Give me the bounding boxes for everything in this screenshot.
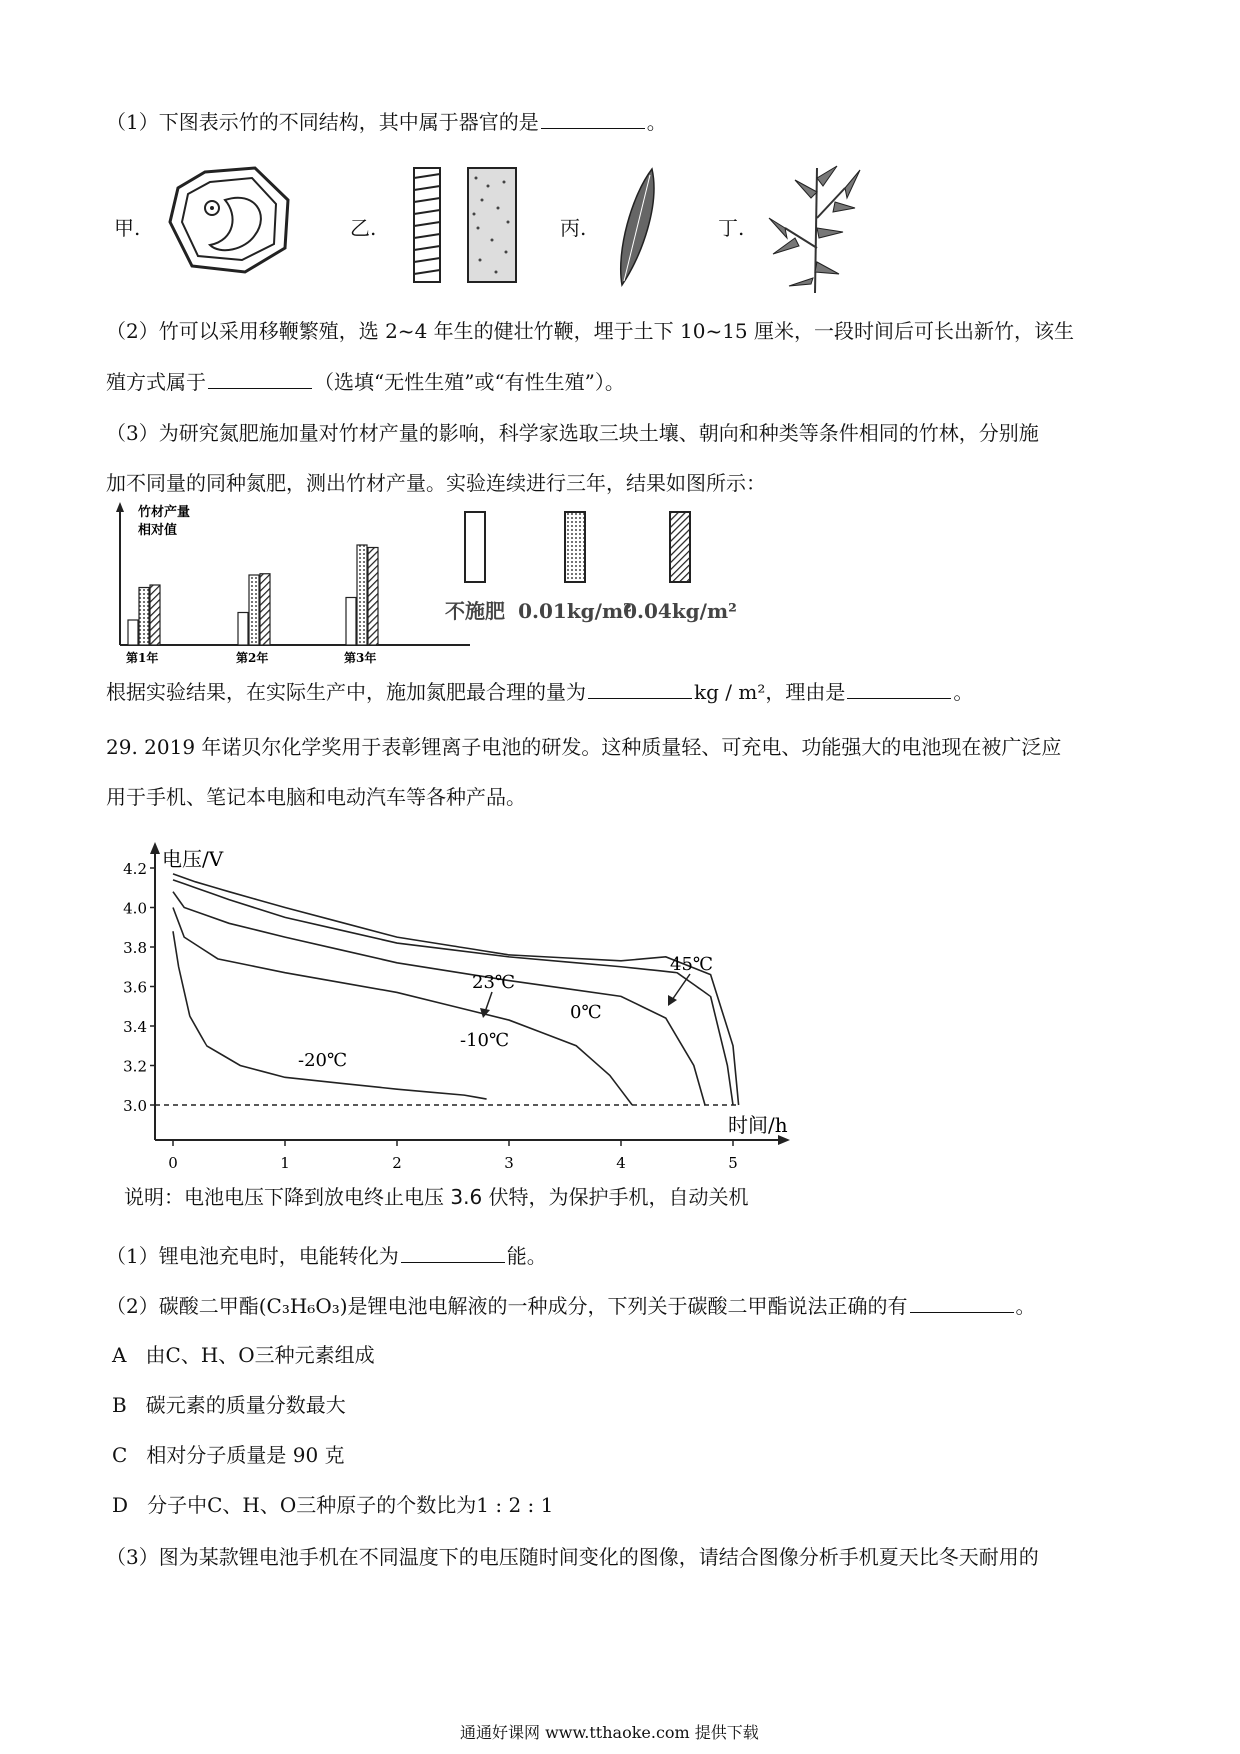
answer-blank[interactable] <box>910 1292 1014 1313</box>
option-letter: D <box>112 1493 129 1517</box>
q1-text <box>106 108 667 135</box>
answer-blank[interactable] <box>208 368 312 389</box>
q29-s2 <box>106 1292 1036 1319</box>
q3-unit: kg / m² <box>694 680 766 704</box>
legend-swatch <box>670 512 690 582</box>
series-line <box>173 892 705 1105</box>
answer-blank[interactable] <box>401 1242 505 1263</box>
series-line <box>173 880 733 1105</box>
q29-line1: 29. 2019 年诺贝尔化学奖用于表彰锂离子电池的研发。这种质量轻、可充电、功能强大的电池现在被广泛应 <box>106 735 1062 759</box>
bar-2-3 <box>260 574 270 645</box>
series-label: -10℃ <box>460 1030 510 1051</box>
bar-2-1 <box>238 613 248 646</box>
option-text: 相对分子质量是 90 克 <box>146 1443 345 1467</box>
bar-category-label: 第2年 <box>236 651 269 665</box>
q2-suffix: （选填“无性生殖”或“有性生殖”）。 <box>314 370 625 394</box>
q3-line1: （3）为研究氮肥施加量对竹材产量的影响，科学家选取三块土壤、朝向和种类等条件相同的竹林，分别施 <box>106 421 1039 445</box>
label-ding: 丁. <box>718 216 745 240</box>
series-label: 23℃ <box>472 972 516 993</box>
legend-label: 不施肥 <box>445 599 505 623</box>
bar-1-2 <box>139 588 149 646</box>
legend-swatch <box>465 512 485 582</box>
x-tick-label: 5 <box>728 1154 738 1172</box>
bar-1-3 <box>150 585 160 645</box>
x-tick-label: 1 <box>280 1154 290 1172</box>
y-tick-label: 3.8 <box>123 939 147 957</box>
y-tick-label: 4.0 <box>123 899 147 918</box>
s2-suffix: 。 <box>1015 1294 1036 1318</box>
series-label: -20℃ <box>298 1050 348 1071</box>
bar-ylabel-1: 竹材产量 <box>138 505 191 520</box>
option-letter: C <box>112 1443 128 1467</box>
y-tick-label: 3.0 <box>123 1097 147 1115</box>
voltage-chart <box>100 840 800 1180</box>
chart-note: 说明：电池电压下降到放电终止电压 3.6 伏特，为保护手机，自动关机 <box>124 1185 749 1209</box>
q3-answer-suffix: 。 <box>953 680 974 704</box>
x-tick-label: 0 <box>168 1154 178 1172</box>
option-a[interactable] <box>112 1342 375 1368</box>
answer-blank[interactable] <box>588 678 692 699</box>
x-tick-label: 4 <box>616 1154 626 1172</box>
legend-label: 0.04kg/m² <box>623 599 737 623</box>
bar-1-1 <box>128 620 138 645</box>
cell-illustration <box>160 160 300 280</box>
option-text: 由C、H、O三种元素组成 <box>145 1343 375 1367</box>
q1-prefix: （1）下图表示竹的不同结构，其中属于器官的是 <box>106 110 539 134</box>
label-bing: 丙. <box>560 216 587 240</box>
leaf-illustration <box>612 165 662 290</box>
option-text: 分子中C、H、O三种原子的个数比为1 : 2 : 1 <box>147 1493 554 1517</box>
legend-label: 0.01kg/m² <box>518 599 632 623</box>
s2-prefix: （2）碳酸二甲酯 <box>106 1294 259 1318</box>
legend-swatch <box>565 512 585 582</box>
bar-ylabel-2: 相对值 <box>138 523 178 538</box>
series-label: 0℃ <box>570 1002 602 1023</box>
answer-blank[interactable] <box>541 108 645 129</box>
line-xlabel: 时间/h <box>728 1113 788 1137</box>
q2-line1: （2）竹可以采用移鞭繁殖，选 2~4 年生的健壮竹鞭，埋于土下 10~15 厘米，一段时间后可长出新竹，该生 <box>106 319 1075 343</box>
bar-chart <box>110 500 870 665</box>
option-d[interactable] <box>112 1492 553 1518</box>
series-label: 45℃ <box>670 954 714 975</box>
label-jia: 甲. <box>114 216 141 240</box>
bar-3-3 <box>368 548 378 646</box>
q2-prefix: 殖方式属于 <box>106 370 206 394</box>
bamboo-plant-illustration <box>765 158 865 298</box>
x-tick-label: 2 <box>392 1154 402 1172</box>
y-tick-label: 3.6 <box>123 978 147 997</box>
y-tick-label: 3.4 <box>123 1018 147 1036</box>
s1-suffix: 能。 <box>506 1244 547 1268</box>
y-tick-label: 4.2 <box>123 860 147 878</box>
y-tick-label: 3.2 <box>123 1057 147 1076</box>
chemical-formula: (C₃H₆O₃) <box>258 1294 348 1318</box>
q29-line2: 用于手机、笔记本电脑和电动汽车等各种产品。 <box>106 785 526 809</box>
bar-3-1 <box>346 598 356 646</box>
option-letter: B <box>112 1393 127 1417</box>
bar-2-2 <box>249 575 259 645</box>
footer-text: 通通好课网 www.tthaoke.com 提供下载 <box>460 1723 759 1742</box>
s2-mid: 是锂电池电解液的一种成分，下列关于碳酸二甲酯说法正确的有 <box>347 1294 908 1318</box>
bar-category-label: 第1年 <box>126 651 159 665</box>
s1-prefix: （1）锂电池充电时，电能转化为 <box>106 1244 399 1268</box>
q2-line2 <box>106 368 625 395</box>
bar-category-label: 第3年 <box>344 651 377 665</box>
answer-blank[interactable] <box>847 678 951 699</box>
label-yi: 乙. <box>350 216 377 240</box>
q29-s1 <box>106 1242 547 1269</box>
tissue-illustration <box>408 164 528 286</box>
x-tick-label: 3 <box>504 1154 514 1172</box>
series-line <box>173 908 632 1106</box>
option-b[interactable] <box>112 1392 346 1418</box>
option-text: 碳元素的质量分数最大 <box>145 1393 346 1417</box>
line-ylabel: 电压/V <box>162 847 224 871</box>
q3-line2: 加不同量的同种氮肥，测出竹材产量。实验连续进行三年，结果如图所示： <box>106 471 766 495</box>
option-letter: A <box>112 1343 127 1367</box>
q3-answer-mid: ，理由是 <box>765 680 846 704</box>
q29-s3: （3）图为某款锂电池手机在不同温度下的电压随时间变化的图像，请结合图像分析手机夏天比冬天耐用的 <box>106 1545 1039 1569</box>
option-c[interactable] <box>112 1442 345 1468</box>
series-line <box>173 931 487 1099</box>
q3-answer <box>106 678 973 705</box>
bar-3-2 <box>357 545 367 645</box>
q3-answer-prefix: 根据实验结果，在实际生产中，施加氮肥最合理的量为 <box>106 680 586 704</box>
q1-suffix: 。 <box>646 110 667 134</box>
